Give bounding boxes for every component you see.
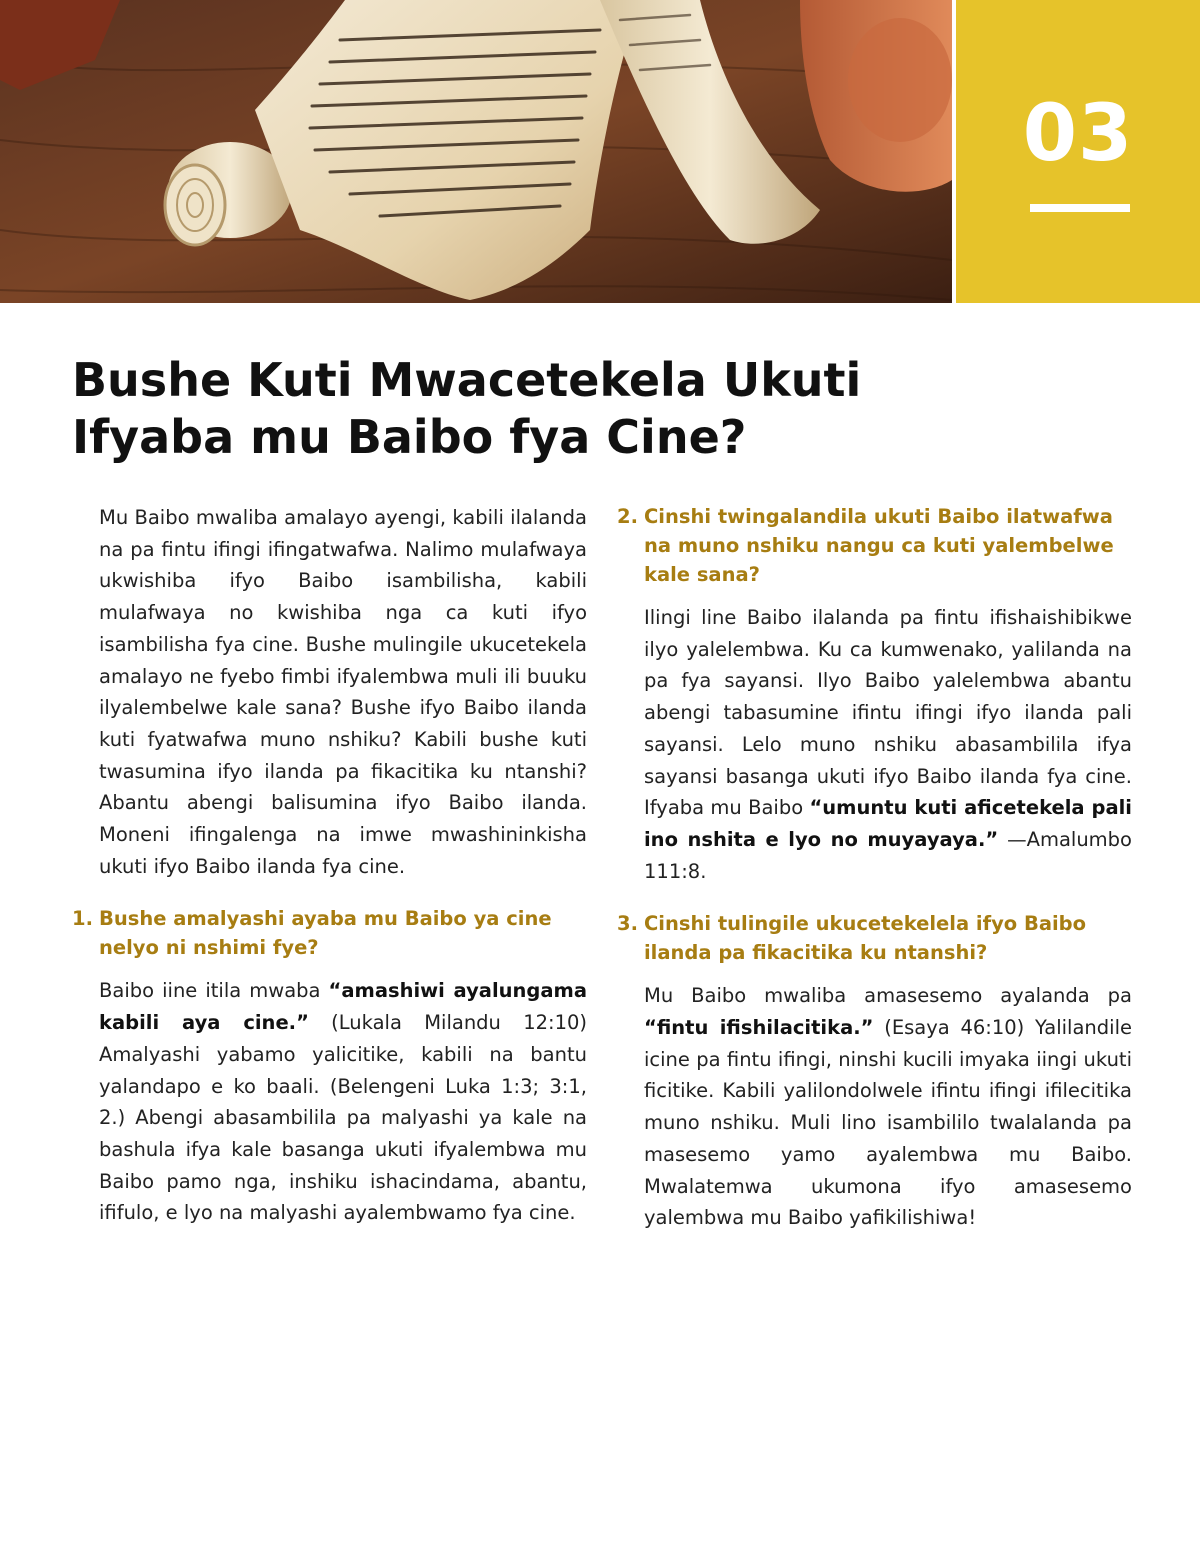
left-column [72,502,588,1229]
question-number: 3. [617,912,638,936]
scripture-quote: “fintu ifishilacitika.” [644,1016,874,1040]
page-title-line-1: Bushe Kuti Mwacetekela Ukuti [72,353,862,407]
section-number: 03 [1022,89,1134,179]
question-number: 1. [72,907,93,931]
intro-paragraph: Mu Baibo mwaliba amalayo ayengi, kabili ilalanda na pa fintu ifingi ifingatwafwa. Nalimo mulafwaya ukwishiba ifyo Baibo isambilisha, kabili mulafwaya no kwishiba nga ca kuti ifyo isambilisha fya cine. Bushe mulingile ukucetekela amalayo ne fyebo fimbi ifyalembwa muli ili buuku ilyalembelwe kale sana? Bushe ifyo Baibo ilanda kuti fyatwafwa muno nshiku? Kabili bushe kuti twasumina ifyo ilanda pa fikacitika ku ntanshi? Abantu abengi balisumina ifyo Baibo ilanda. Moneni ifingalenga na imwe mwashininkisha ukuti ifyo Baibo ilanda fya cine. [99,506,587,878]
hero-image-scrolls [0,0,952,303]
question-number: 2. [617,505,638,528]
section-number-underline [1030,204,1130,212]
question-3 [617,909,1132,967]
answer-text: (Lukala Milandu 12:10) Amalyashi yabamo yalicitike, kabili na bantu yalandapo e ko baali. (Belengeni Luka 1:3; 3:1, 2.) Abengi abasambilila pa malyashi ya kale na bashula ifya kale basanga ukuti ifyalembwa mu Baibo pamo nga, inshiku ishacindama, abantu, ififulo, e lyo na malyashi ayalembwamo fya cine. [99,1011,588,1225]
page-title [72,352,892,466]
answer-text: —Amalumbo 111:8. [644,827,1132,883]
answer-2-paragraph [644,602,1132,887]
answer-3-paragraph [644,980,1132,1234]
page-title-line-2: Ifyaba mu Baibo fya Cine? [72,410,747,464]
answer-1-paragraph [99,975,587,1229]
answer-text: Baibo iine itila mwaba [99,979,329,1003]
right-column [617,502,1132,1234]
question-text: Bushe amalyashi ayaba mu Baibo ya cine nelyo ni nshimi fye? [99,907,552,960]
answer-text: Ilingi line Baibo ilalanda pa fintu ifishaishibikwe ilyo yalelembwa. Ku ca kumwenako, yalilanda na pa fya sayansi. Ilyo Baibo yalelembwa abantu abengi tabasumine ifintu ifingi ifyo ilanda pali sayansi. Lelo muno nshiku abasambilila ifya sayansi basanga ukuti ifyo Baibo ilanda fya cine. Ifyaba mu Baibo [644,606,1132,820]
question-text: Cinshi twingalandila ukuti Baibo ilatwafwa na muno nshiku nangu ca kuti yalembelwe kale sana? [644,505,1114,586]
scripture-quote: “umuntu kuti aficetekela pali ino nshita e lyo no muyayaya.” [644,796,1132,851]
question-2 [617,502,1132,589]
scripture-quote: “amashiwi ayalungama kabili aya cine.” [99,979,587,1035]
answer-text: Mu Baibo mwaliba amasesemo ayalanda pa [644,984,1132,1008]
answer-text: (Esaya 46:10) Yalilandile icine pa fintu ifingi, ninshi kucili imyaka iingi ukuti ficitike. Kabili yalilondolwele ifintu ifingi ifilecitika muno nshiku. Muli lino isambililo twalalanda pa masesemo yamo ayalembwa mu Baibo. Mwalatemwa ukumona ifyo amasesemo yalembwa mu Baibo yafikilishiwa! [644,1016,1132,1230]
question-1 [72,904,587,962]
question-text: Cinshi tulingile ukucetekelela ifyo Baibo ilanda pa fikacitika ku ntanshi? [644,912,1087,965]
section-badge [956,0,1200,303]
